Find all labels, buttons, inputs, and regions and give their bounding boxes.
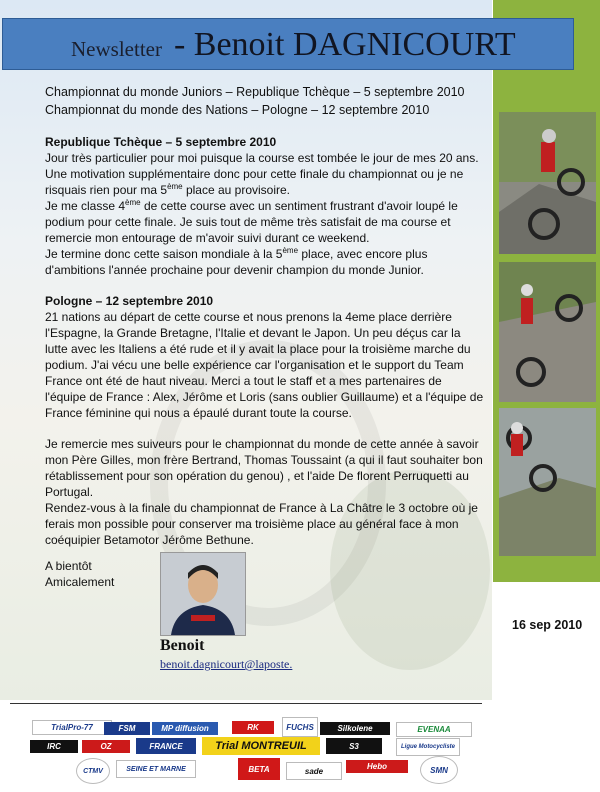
closing (45, 558, 114, 590)
section-heading-tcheque: Republique Tchèque – 5 septembre 2010 (45, 135, 277, 149)
sponsor-logo: S3 (326, 738, 382, 754)
paragraph: Rendez-vous à la finale du championnat de France à La Châtre le 3 octobre où je ferais mon possible pour conserver ma troisième place au général face à mon coéquipier Betamotor Jérôme Bethune. (45, 501, 478, 547)
subtitle-line-2: Championnat du monde des Nations – Pologne – 12 septembre 2010 (45, 103, 430, 117)
trial-photo-3 (499, 408, 596, 556)
sponsor-logo: Silkolene (320, 722, 390, 735)
divider (10, 703, 482, 704)
newsletter-body (45, 83, 485, 548)
sponsor-logo: SMN (420, 756, 458, 784)
sponsor-logo: FUCHS (282, 717, 318, 737)
paragraph: Je remercie mes suiveurs pour le championnat du monde de cette année à savoir mon Père Gilles, mon frère Bertrand, Thomas Toussaint (a qui il faut souhaiter bon rétablissement pour son opération du genou) , et l'aide De florent Perruquetti au Portugal. (45, 437, 483, 499)
newsletter-label: Newsletter (71, 36, 162, 61)
section-heading-pologne: Pologne – 12 septembre 2010 (45, 294, 214, 308)
sponsor-logo: RK (232, 721, 274, 734)
sponsor-logo: Trial MONTREUIL (202, 737, 320, 755)
trial-photo-2 (499, 262, 596, 402)
newsletter-title: - Benoit DAGNICOURT (173, 26, 516, 63)
sponsor-logo: Ligue Motocycliste (396, 738, 460, 756)
newsletter-date: 16 sep 2010 (512, 618, 583, 632)
trial-photo-1 (499, 112, 596, 254)
sponsor-logo: FSM (104, 722, 150, 735)
closing-line-1: A bientôt (45, 559, 92, 573)
sponsor-logo: FRANCE (136, 738, 196, 754)
sponsor-logo: EVENAA (396, 722, 472, 737)
newsletter-header (2, 18, 574, 70)
paragraph: Jour très particulier pour moi puisque la course est tombée le jour de mes 20 ans. Une motivation supplémentaire donc pour cette finale du championnat ou je ne risquais rien pour ma 5ème place au provisoire. (45, 151, 479, 197)
signature-email-link[interactable]: benoit.dagnicourt@laposte. (160, 657, 293, 671)
sponsor-logo: IRC (30, 740, 78, 753)
sponsor-logo: TrialPro-77 (32, 720, 112, 735)
paragraph: 21 nations au départ de cette course et nous prenons la 4eme place derrière l'Espagne, la Grande Bretagne, l'Italie et devant le Japon. Un peu déçus car la lutte avec les Italiens a été rude et il y avait la place pour la troisième marche du podium. J'ai vécu une belle expérience car l'organisation et le support du Team France ont été de haut niveau. Merci a tout le staff et a mes partenaires de l'équipe de France : Alex, Jérôme et Loris (sans oublier Guillaume) et a l'équipe de France féminine qui nous a épaulé durant toute la course. (45, 310, 484, 420)
signature-name: Benoit (160, 637, 205, 654)
sponsor-logo: SEINE ET MARNE (116, 760, 196, 778)
sponsor-logo: CTMV (76, 758, 110, 784)
paragraph: Je me classe 4ème de cette course avec un sentiment frustrant d'avoir loupé le podium pour cette finale. Je suis tout de même très satisfait de ma course et remercie mon entourage de m'avoir suivi durant ce weekend. (45, 198, 458, 245)
sponsor-logo: Hebo (346, 760, 408, 773)
paragraph: Je termine donc cette saison mondiale à la 5ème place, avec encore plus d'ambitions l'année prochaine pour devenir champion du monde Junior. (45, 246, 428, 277)
sponsor-logo: OZ (82, 740, 130, 753)
sponsor-logo: MP diffusion (152, 722, 218, 735)
closing-line-2: Amicalement (45, 575, 115, 589)
avatar (160, 552, 246, 636)
subtitle-line-1: Championnat du monde Juniors – Republique Tchèque – 5 septembre 2010 (45, 85, 465, 99)
sponsor-logo: BETA (238, 758, 280, 780)
sponsor-logo: sade (286, 762, 342, 780)
